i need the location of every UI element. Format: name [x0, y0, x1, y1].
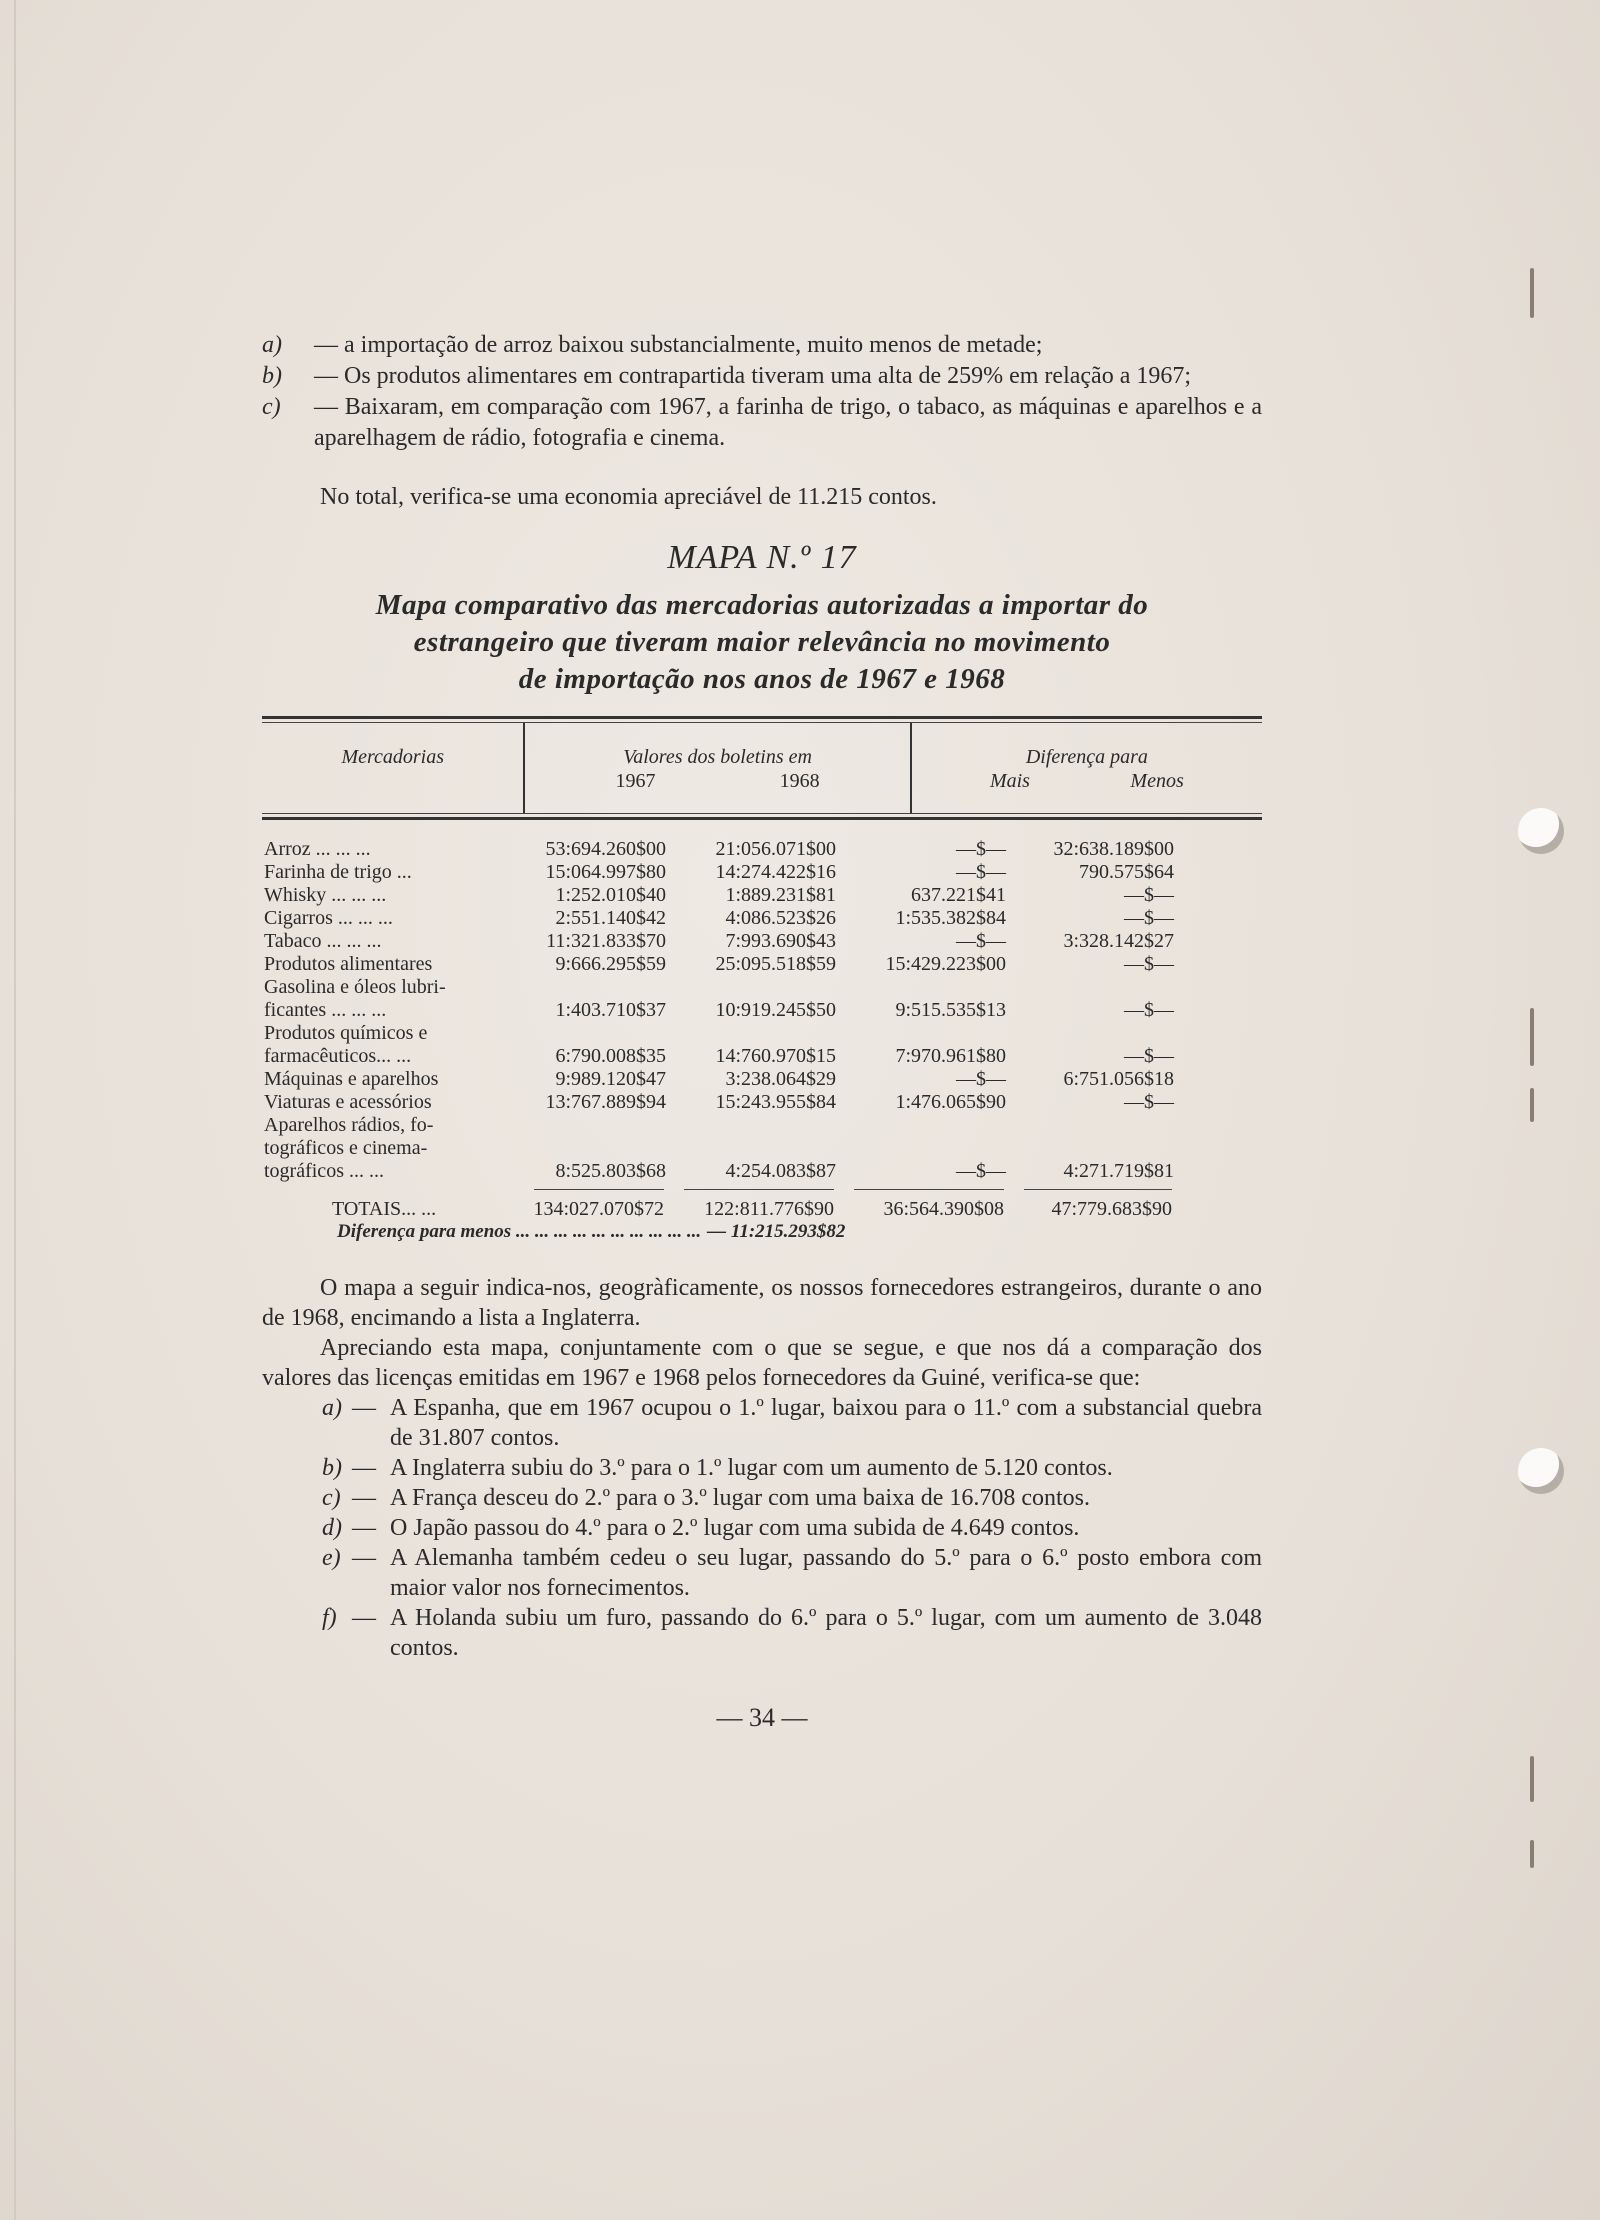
header-mais: Mais: [989, 770, 1030, 792]
table-row: [262, 1137, 1262, 1160]
table-row: [262, 1022, 1262, 1045]
cell-mercadoria: Máquinas e aparelhos: [264, 1068, 439, 1090]
cell-1967: [526, 1114, 666, 1137]
cell-menos: [1006, 1137, 1174, 1160]
header-years: [525, 769, 909, 793]
cell-mercadoria: Tabaco ... ... ...: [264, 930, 382, 952]
table-row: [262, 1091, 1262, 1114]
table-row: [262, 861, 1262, 884]
difference-row: [262, 1221, 1262, 1243]
cell-1968: 14:274.422$16: [715, 861, 836, 883]
item-label: c): [262, 394, 281, 420]
cell-mercadoria: Produtos alimentares: [264, 953, 433, 975]
cell-menos: —$—: [1124, 1091, 1174, 1113]
list-item: d) — O Japão passou do 4.º para o 2.º lugar com uma subida de 4.649 contos.: [322, 1515, 1080, 1541]
cell-1968: 25:095.518$59: [715, 953, 836, 975]
item-label: a): [322, 1395, 342, 1421]
cell-1968: 14:760.970$15: [715, 1045, 836, 1067]
total-note: No total, verifica-se uma economia apreciável de 11.215 contos.: [320, 484, 937, 510]
staple-mark: [1530, 1840, 1534, 1868]
page-edge: [14, 0, 16, 2220]
cell-1968: 15:243.955$84: [715, 1091, 836, 1113]
cell-1967: 1:403.710$37: [555, 999, 666, 1021]
table-row: [262, 953, 1262, 976]
staple-mark: [1530, 1008, 1534, 1066]
item-label: b): [322, 1455, 342, 1481]
cell-menos: 6:751.056$18: [1063, 1068, 1174, 1090]
cell-menos: 32:638.189$00: [1053, 838, 1174, 860]
cell-1967: 6:790.008$35: [555, 1045, 666, 1067]
cell-mercadoria: Whisky ... ... ...: [264, 884, 387, 906]
list-item: c) — A França desceu do 2.º para o 3.º lugar com uma baixa de 16.708 contos.: [322, 1485, 1091, 1511]
header-valores-label: Valores dos boletins em: [623, 746, 812, 768]
cell-1968: [666, 1137, 836, 1160]
cell-1968: 7:993.690$43: [725, 930, 836, 952]
cell-mais: —$—: [956, 861, 1006, 883]
cell-mercadoria: Produtos químicos e: [264, 1022, 428, 1044]
list-item: a) — A Espanha, que em 1967 ocupou o 1.º lugar, baixou para o 11.º com a substancial quebra de 31.807 contos.: [322, 1395, 1262, 1451]
table-body: [262, 838, 1262, 1183]
paragraph: Apreciando esta mapa, conjuntamente com o que se segue, e que nos dá a comparação dos valores das licenças emitidas em 1967 e 1968 pelos fornecedores da Guiné, verifica-se que:: [262, 1335, 1262, 1391]
cell-mais: 15:429.223$00: [885, 953, 1006, 975]
table-row: [262, 1114, 1262, 1137]
binder-hole-icon: [1518, 808, 1564, 854]
cell-menos: —$—: [1124, 1045, 1174, 1067]
cell-menos: [1006, 976, 1174, 999]
difference-label: Diferença para menos ... ... ... ... ... ... ... ... ... ...: [337, 1221, 702, 1242]
cell-mais: 7:970.961$80: [895, 1045, 1006, 1067]
list-item: [262, 361, 1262, 392]
table-row: [262, 930, 1262, 953]
cell-1968: 4:254.083$87: [725, 1160, 836, 1182]
list-item: f) — A Holanda subiu um furo, passando do 6.º para o 5.º lugar, com um aumento de 3.048 contos.: [322, 1605, 1262, 1661]
item-text: A Holanda subiu um furo, passando do 6.º para o 5.º lugar, com um aumento de 3.048 contos.: [390, 1605, 1262, 1661]
item-label: c): [322, 1485, 341, 1511]
table-row: [262, 1068, 1262, 1091]
cell-1967: 2:551.140$42: [555, 907, 666, 929]
cell-menos: [1006, 1114, 1174, 1137]
item-label: f): [322, 1605, 337, 1631]
header-valores: [525, 723, 911, 813]
table-rule: [262, 817, 1262, 820]
page-number: — 34 —: [716, 1703, 808, 1732]
cell-1968: 1:889.231$81: [725, 884, 836, 906]
cell-menos: 3:328.142$27: [1063, 930, 1174, 952]
difference-value: — 11:215.293$82: [707, 1221, 846, 1242]
cell-1967: [526, 976, 666, 999]
cell-mais: 1:535.382$84: [895, 907, 1006, 929]
item-text: — Baixaram, em comparação com 1967, a farinha de trigo, o tabaco, as máquinas e aparelhos e a aparelhagem de rádio, fotografia e cinema.: [314, 394, 1262, 451]
cell-mais: [836, 1114, 1006, 1137]
header-mercadorias: Mercadorias: [262, 723, 525, 813]
total-1967: 134:027.070$72: [533, 1198, 664, 1220]
list-item: [262, 392, 1262, 454]
item-text: — a importação de arroz baixou substancialmente, muito menos de metade;: [314, 332, 1043, 358]
item-label: e): [322, 1545, 341, 1571]
list-item: b) — A Inglaterra subiu do 3.º para o 1.º lugar com um aumento de 5.120 contos.: [322, 1455, 1113, 1481]
totals-rules: [262, 1189, 1262, 1197]
list-item: [262, 330, 1262, 361]
cell-1967: 11:321.833$70: [546, 930, 666, 952]
cell-1967: [526, 1137, 666, 1160]
totals-row: [262, 1197, 1262, 1221]
cell-mais: [836, 1022, 1006, 1045]
cell-mais: —$—: [956, 1160, 1006, 1182]
cell-1967: 1:252.010$40: [555, 884, 666, 906]
table-rule: [262, 716, 1262, 719]
intro-list: [262, 330, 1262, 454]
cell-menos: [1006, 1022, 1174, 1045]
total-mais: 36:564.390$08: [883, 1198, 1004, 1220]
cell-mais: [836, 976, 1006, 999]
cell-1967: 9:666.295$59: [555, 953, 666, 975]
cell-mercadoria: tográficos e cinema-: [264, 1137, 428, 1159]
cell-menos: —$—: [1124, 999, 1174, 1021]
item-text: A França desceu do 2.º para o 3.º lugar com uma baixa de 16.708 contos.: [390, 1485, 1091, 1511]
table-row: [262, 976, 1262, 999]
item-text: O Japão passou do 4.º para o 2.º lugar com uma subida de 4.649 contos.: [390, 1515, 1080, 1541]
cell-mercadoria: ficantes ... ... ...: [264, 999, 387, 1021]
cell-mais: —$—: [956, 930, 1006, 952]
table-row: [262, 1160, 1262, 1183]
header-menos: Menos: [1130, 770, 1184, 792]
body-text: [262, 1273, 1262, 1393]
cell-1967: 8:525.803$68: [555, 1160, 666, 1182]
item-text: — Os produtos alimentares em contrapartida tiveram uma alta de 259% em relação a 1967;: [314, 363, 1192, 389]
item-text: A Alemanha também cedeu o seu lugar, passando do 5.º para o 6.º posto embora com maior valor nos fornecimentos.: [390, 1545, 1262, 1601]
table-row: [262, 884, 1262, 907]
table-row: [262, 999, 1262, 1022]
table-row: [262, 907, 1262, 930]
staple-mark: [1530, 1756, 1534, 1802]
table-row: [262, 838, 1262, 861]
cell-1968: [666, 976, 836, 999]
cell-1968: 4:086.523$26: [725, 907, 836, 929]
map-subtitle-line: Mapa comparativo das mercadorias autorizadas a importar do: [375, 589, 1149, 621]
document-body: [262, 330, 1262, 1733]
cell-menos: —$—: [1124, 953, 1174, 975]
cell-mercadoria: Cigarros ... ... ...: [264, 907, 393, 929]
table-row: [262, 1045, 1262, 1068]
cell-menos: —$—: [1124, 907, 1174, 929]
item-label: d): [322, 1515, 342, 1541]
paragraph: O mapa a seguir indica-nos, geogràficamente, os nossos fornecedores estrangeiros, durante o ano de 1968, encimando a lista a Inglaterra.: [262, 1275, 1262, 1331]
total-menos: 47:779.683$90: [1051, 1198, 1172, 1220]
cell-1968: 10:919.245$50: [715, 999, 836, 1021]
cell-1968: 21:056.071$00: [715, 838, 836, 860]
cell-mais: —$—: [956, 838, 1006, 860]
cell-1967: [526, 1022, 666, 1045]
cell-mercadoria: Farinha de trigo ...: [264, 861, 412, 883]
item-text: A Inglaterra subiu do 3.º para o 1.º lugar com um aumento de 5.120 contos.: [390, 1455, 1113, 1481]
cell-mercadoria: Viaturas e acessórios: [264, 1091, 432, 1113]
header-diferenca-label: Diferença para: [1025, 746, 1148, 768]
item-text: A Espanha, que em 1967 ocupou o 1.º lugar, baixou para o 11.º com a substancial quebra de 31.807 contos.: [390, 1395, 1262, 1451]
map-subtitle: [262, 587, 1262, 698]
map-subtitle-line: estrangeiro que tiveram maior relevância no movimento: [413, 626, 1111, 658]
cell-mercadoria: Gasolina e óleos lubri-: [264, 976, 446, 998]
item-label: b): [262, 363, 282, 389]
cell-menos: 4:271.719$81: [1063, 1160, 1174, 1182]
cell-mais: 1:476.065$90: [895, 1091, 1006, 1113]
header-mais-menos: [912, 769, 1262, 793]
totals-label: TOTAIS... ...: [332, 1198, 437, 1220]
header-1968: 1968: [779, 770, 820, 792]
header-1967: 1967: [615, 770, 656, 792]
total-1968: 122:811.776$90: [704, 1198, 834, 1220]
staple-mark: [1530, 268, 1534, 318]
cell-1968: [666, 1022, 836, 1045]
cell-1967: 53:694.260$00: [545, 838, 666, 860]
cell-mercadoria: Aparelhos rádios, fo-: [264, 1114, 434, 1136]
cell-menos: —$—: [1124, 884, 1174, 906]
supplier-list: [262, 1393, 1262, 1663]
cell-mercadoria: tográficos ... ...: [264, 1160, 384, 1182]
cell-mais: [836, 1137, 1006, 1160]
cell-1967: 15:064.997$80: [545, 861, 666, 883]
table-header: [262, 723, 1262, 813]
comparison-table: [262, 716, 1262, 1243]
cell-mais: —$—: [956, 1068, 1006, 1090]
table-rule: [262, 813, 1262, 814]
cell-mais: 9:515.535$13: [895, 999, 1006, 1021]
cell-1967: 13:767.889$94: [545, 1091, 666, 1113]
list-item: e) — A Alemanha também cedeu o seu lugar, passando do 5.º para o 6.º posto embora com maior valor nos fornecimentos.: [322, 1545, 1262, 1601]
map-subtitle-line: de importação nos anos de 1967 e 1968: [518, 663, 1006, 695]
cell-1968: [666, 1114, 836, 1137]
header-diferenca: [912, 723, 1262, 813]
staple-mark: [1530, 1088, 1534, 1122]
cell-mercadoria: farmacêuticos... ...: [264, 1045, 412, 1067]
cell-1967: 9:989.120$47: [555, 1068, 666, 1090]
cell-mercadoria: Arroz ... ... ...: [264, 838, 371, 860]
cell-menos: 790.575$64: [1079, 861, 1174, 883]
item-label: a): [262, 332, 282, 358]
binder-hole-icon: [1518, 1448, 1564, 1494]
cell-1968: 3:238.064$29: [725, 1068, 836, 1090]
cell-mais: 637.221$41: [911, 884, 1006, 906]
map-title: MAPA N.º 17: [667, 539, 857, 576]
